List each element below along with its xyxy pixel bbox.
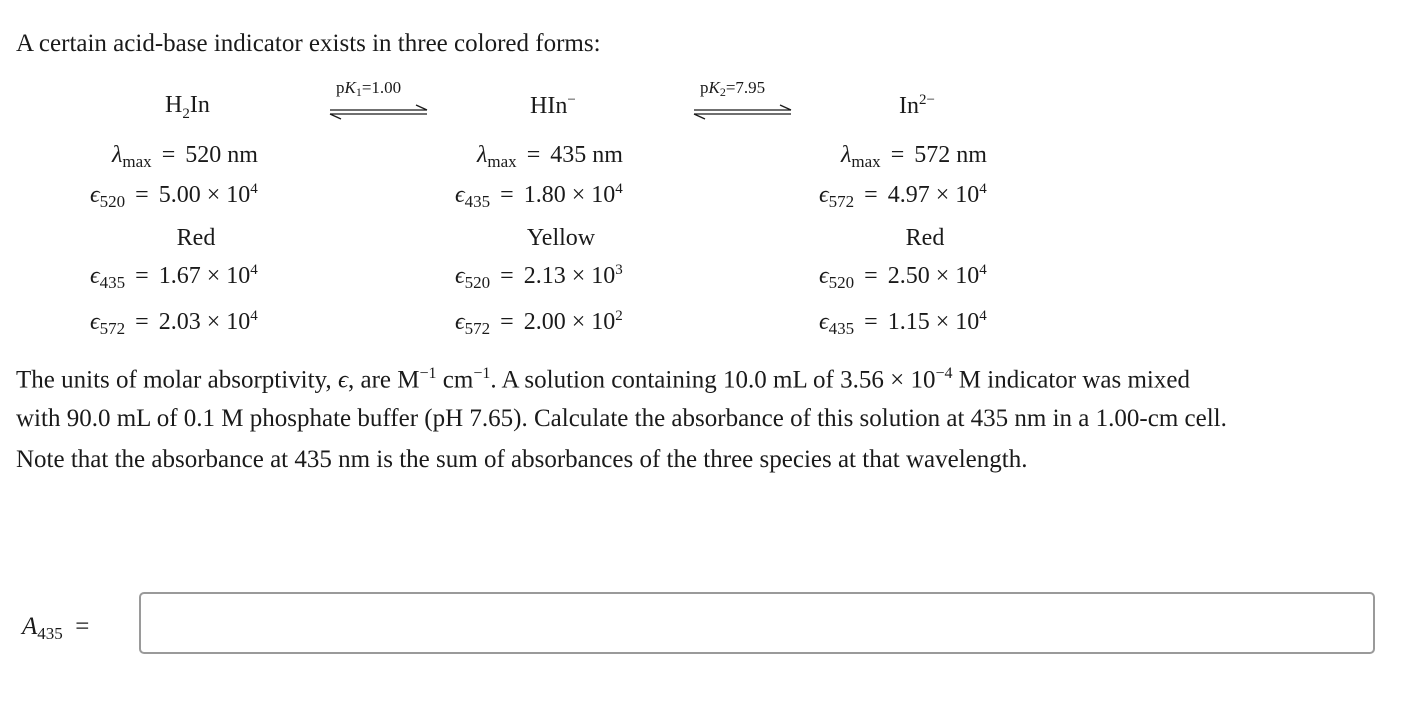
epsilon-symbol: ϵ <box>819 309 829 335</box>
epsilon-sub: 572 <box>99 319 126 338</box>
exponent: 3 <box>615 262 623 278</box>
epsilon-symbol: ϵ <box>819 182 829 208</box>
col2-eps2 <box>455 262 623 293</box>
epsilon-symbol: ϵ <box>819 263 829 289</box>
times-sign: × <box>935 263 950 289</box>
times-sign: × <box>935 182 950 208</box>
exponent: 2 <box>615 308 623 324</box>
answer-label <box>22 613 89 644</box>
pk2-k: K <box>708 78 720 97</box>
lambda-symbol: λ <box>841 142 852 168</box>
equals-sign: = <box>864 309 878 335</box>
equals-sign: = <box>890 142 905 168</box>
pk1-label <box>336 78 401 100</box>
epsilon-sub: 435 <box>828 319 855 338</box>
pk1-k: K <box>344 78 356 97</box>
mantissa: 2.50 <box>887 263 930 289</box>
epsilon-symbol: ϵ <box>90 309 100 335</box>
para-text: cm <box>436 366 474 394</box>
col1-eps3 <box>90 308 258 339</box>
col1-lambda-max <box>112 142 258 172</box>
times-sign: × <box>206 263 221 289</box>
ten-base: 10 <box>591 182 616 208</box>
ten-base: 10 <box>955 182 980 208</box>
col2-color: Yellow <box>526 225 596 251</box>
equals-sign: = <box>75 613 90 640</box>
paragraph-line-2: with 90.0 mL of 0.1 M phosphate buffer (pH 7.65). Calculate the absorbance of this solution at 435 nm in a 1.00-cm cell. <box>16 405 1227 432</box>
species-h2in <box>165 92 210 123</box>
pk1-value: =1.00 <box>361 78 402 97</box>
lambda-value: 520 nm <box>185 142 258 168</box>
ten-base: 10 <box>591 263 616 289</box>
pk1-sub: 1 <box>355 85 362 99</box>
answer-symbol: A <box>22 613 38 640</box>
equals-sign: = <box>500 309 514 335</box>
col3-eps2 <box>819 262 987 293</box>
exponent: −1 <box>473 365 491 382</box>
equals-sign: = <box>526 142 541 168</box>
paragraph-line-3: Note that the absorbance at 435 nm is the sum of absorbances of the three species at that wavelength. <box>16 446 1028 473</box>
mantissa: 2.13 <box>523 263 566 289</box>
equals-sign: = <box>864 263 878 289</box>
species-h2in-base: H <box>165 92 183 118</box>
times-sign: × <box>935 309 950 335</box>
para-text: The units of molar absorptivity, <box>16 366 338 394</box>
lambda-value: 572 nm <box>914 142 987 168</box>
col1-eps2 <box>90 262 258 293</box>
col3-color: Red <box>905 225 945 251</box>
mantissa: 1.15 <box>887 309 930 335</box>
epsilon-symbol: ϵ <box>455 182 465 208</box>
exponent: −1 <box>419 365 437 382</box>
answer-sub: 435 <box>37 624 63 643</box>
mantissa: 1.80 <box>523 182 566 208</box>
equals-sign: = <box>500 263 514 289</box>
mantissa: 4.97 <box>887 182 930 208</box>
ten-base: 10 <box>226 263 251 289</box>
species-in <box>899 92 935 120</box>
col3-lambda-max <box>841 142 987 172</box>
lambda-max-sub: max <box>487 152 517 171</box>
exponent: 4 <box>250 181 258 197</box>
lambda-max-sub: max <box>122 152 152 171</box>
lambda-max-sub: max <box>851 152 881 171</box>
epsilon-sub: 435 <box>464 192 491 211</box>
equals-sign: = <box>135 263 149 289</box>
epsilon-symbol: ϵ <box>337 366 349 394</box>
para-text: . A solution containing 10.0 mL of 3.56 × 10 <box>490 366 936 394</box>
col1-color: Red <box>176 225 216 251</box>
epsilon-symbol: ϵ <box>90 182 100 208</box>
species-h2in-sub: 2 <box>182 105 190 122</box>
species-h2in-rest: In <box>189 92 210 118</box>
exponent: 4 <box>250 308 258 324</box>
pk2-value: =7.95 <box>725 78 766 97</box>
ten-base: 10 <box>955 263 980 289</box>
equilibrium-arrow-1 <box>328 104 430 120</box>
exponent: 4 <box>615 181 623 197</box>
times-sign: × <box>571 309 586 335</box>
pk1-p: p <box>336 78 345 97</box>
equilibrium-arrow-2 <box>692 104 794 120</box>
mantissa: 1.67 <box>158 263 201 289</box>
ten-base: 10 <box>226 182 251 208</box>
paragraph-line-1 <box>16 365 1190 394</box>
times-sign: × <box>571 182 586 208</box>
species-hin-base: HIn <box>530 93 568 119</box>
lambda-symbol: λ <box>112 142 123 168</box>
epsilon-symbol: ϵ <box>455 309 465 335</box>
lambda-symbol: λ <box>477 142 488 168</box>
epsilon-symbol: ϵ <box>455 263 465 289</box>
species-hin-sup: − <box>567 92 576 108</box>
equals-sign: = <box>135 309 149 335</box>
col3-eps3 <box>819 308 987 339</box>
ten-base: 10 <box>955 309 980 335</box>
species-in-sup: 2− <box>919 92 935 108</box>
exponent: 4 <box>250 262 258 278</box>
lambda-value: 435 nm <box>550 142 623 168</box>
species-hin <box>530 92 576 120</box>
pk2-sub: 2 <box>719 85 726 99</box>
epsilon-sub: 520 <box>828 273 855 292</box>
equals-sign: = <box>161 142 176 168</box>
times-sign: × <box>206 182 221 208</box>
mantissa: 2.03 <box>158 309 201 335</box>
col2-eps3 <box>455 308 623 339</box>
col3-eps1 <box>819 181 987 212</box>
col2-eps1 <box>455 181 623 212</box>
epsilon-sub: 520 <box>99 192 126 211</box>
pk2-label <box>700 78 765 100</box>
epsilon-symbol: ϵ <box>90 263 100 289</box>
exponent: −4 <box>935 365 953 382</box>
mantissa: 5.00 <box>158 182 201 208</box>
times-sign: × <box>206 309 221 335</box>
pk2-p: p <box>700 78 709 97</box>
exponent: 4 <box>979 181 987 197</box>
mantissa: 2.00 <box>523 309 566 335</box>
intro-text: A certain acid-base indicator exists in three colored forms: <box>16 30 601 57</box>
epsilon-sub: 520 <box>464 273 491 292</box>
answer-input[interactable] <box>139 592 1375 654</box>
para-text: M indicator was mixed <box>952 366 1190 394</box>
epsilon-sub: 435 <box>99 273 126 292</box>
ten-base: 10 <box>226 309 251 335</box>
col1-eps1 <box>90 181 258 212</box>
equals-sign: = <box>500 182 514 208</box>
ten-base: 10 <box>591 309 616 335</box>
equals-sign: = <box>864 182 878 208</box>
epsilon-sub: 572 <box>828 192 855 211</box>
species-in-base: In <box>899 93 919 119</box>
exponent: 4 <box>979 262 987 278</box>
times-sign: × <box>571 263 586 289</box>
col2-lambda-max <box>477 142 623 172</box>
epsilon-sub: 572 <box>464 319 491 338</box>
equals-sign: = <box>135 182 149 208</box>
exponent: 4 <box>979 308 987 324</box>
para-text: , are M <box>348 366 420 394</box>
